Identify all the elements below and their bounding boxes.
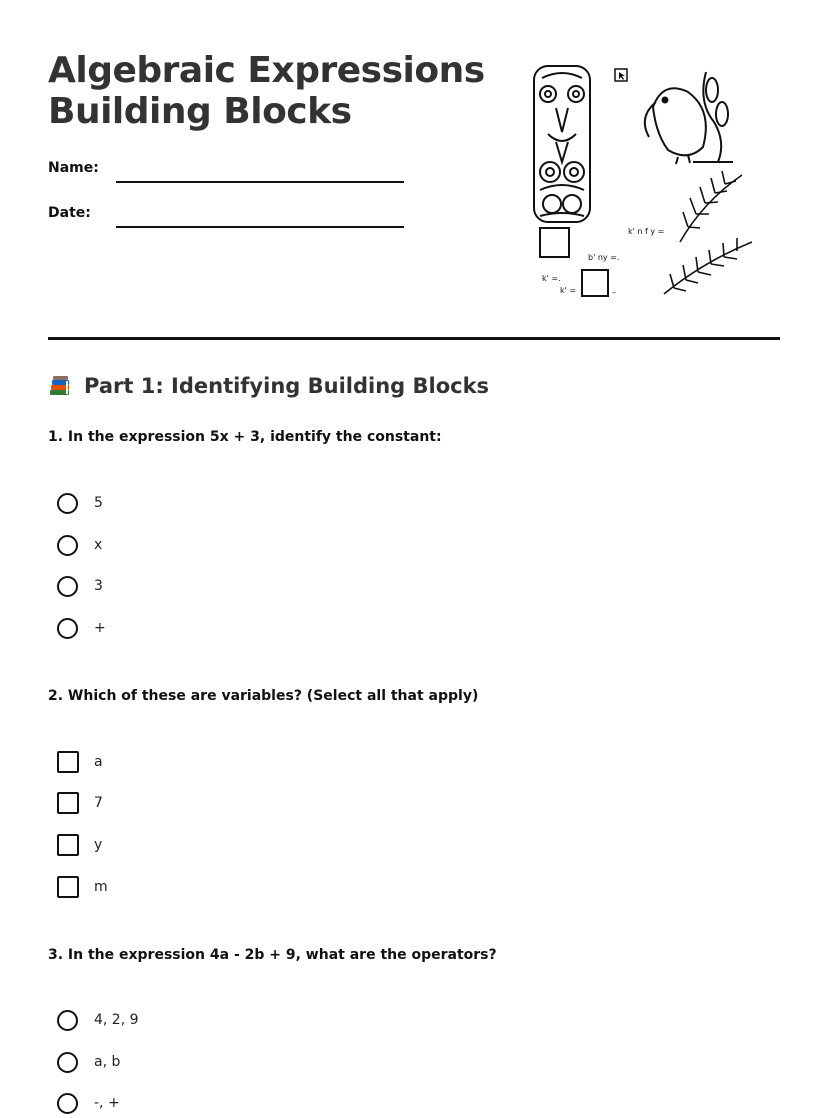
q3-option-2[interactable] [57, 1050, 120, 1074]
radio-button[interactable] [57, 535, 78, 556]
worksheet-title [48, 50, 485, 132]
answer-box [582, 270, 608, 296]
option-label: -, + [94, 1095, 120, 1111]
option-label: 5 [94, 495, 103, 511]
question-3: 3. In the expression 4a - 2b + 9, what are the operators? [48, 947, 497, 963]
empty-box [540, 228, 569, 257]
q1-option-2[interactable] [57, 533, 102, 557]
radio-button[interactable] [57, 1052, 78, 1073]
option-label: 7 [94, 795, 103, 811]
pou-carving-icon [534, 66, 590, 222]
option-label: 4, 2, 9 [94, 1012, 139, 1028]
checkbox[interactable] [57, 834, 79, 856]
fern-icon [664, 171, 752, 294]
art-label-2: b' ny =. [588, 253, 620, 262]
radio-button[interactable] [57, 618, 78, 639]
art-label-3: k' =. [542, 274, 561, 283]
art-label-5: – [612, 288, 616, 297]
question-2: 2. Which of these are variables? (Select all that apply) [48, 688, 479, 704]
part1-heading-text: Part 1: Identifying Building Blocks [84, 374, 490, 398]
q2-option-2[interactable] [57, 791, 103, 815]
checkbox[interactable] [57, 876, 79, 898]
radio-button[interactable] [57, 493, 78, 514]
name-input-line[interactable] [116, 181, 404, 183]
part1-heading [48, 374, 489, 398]
option-label: y [94, 837, 103, 853]
art-label-1: k' n f y = [628, 227, 665, 236]
q1-option-4[interactable] [57, 616, 106, 640]
q3-option-3[interactable] [57, 1091, 120, 1115]
maori-illustration [528, 62, 788, 307]
radio-button[interactable] [57, 1093, 78, 1114]
title-line-2: Building Blocks [48, 91, 352, 132]
q1-option-3[interactable] [57, 574, 103, 598]
option-label: m [94, 879, 108, 895]
option-label: x [94, 537, 103, 553]
name-label: Name: [48, 160, 99, 176]
checkbox[interactable] [57, 792, 79, 814]
q2-option-1[interactable] [57, 750, 103, 774]
checkbox[interactable] [57, 751, 79, 773]
section-divider [48, 337, 780, 340]
radio-button[interactable] [57, 576, 78, 597]
date-input-line[interactable] [116, 226, 404, 228]
option-label: + [94, 620, 106, 636]
question-1: 1. In the expression 5x + 3, identify the constant: [48, 429, 442, 445]
q3-option-1[interactable] [57, 1008, 139, 1032]
option-label: a, b [94, 1054, 121, 1070]
q2-option-3[interactable] [57, 833, 102, 857]
q2-option-4[interactable] [57, 875, 108, 899]
option-label: 3 [94, 578, 103, 594]
books-icon [48, 374, 72, 398]
title-line-1: Algebraic Expressions [48, 50, 485, 91]
art-label-4: k' = [560, 286, 577, 295]
date-label: Date: [48, 205, 91, 221]
kiwi-bird-icon [645, 72, 733, 164]
q1-option-1[interactable] [57, 491, 103, 515]
option-label: a [94, 754, 103, 770]
radio-button[interactable] [57, 1010, 78, 1031]
cursor-icon [615, 69, 627, 81]
